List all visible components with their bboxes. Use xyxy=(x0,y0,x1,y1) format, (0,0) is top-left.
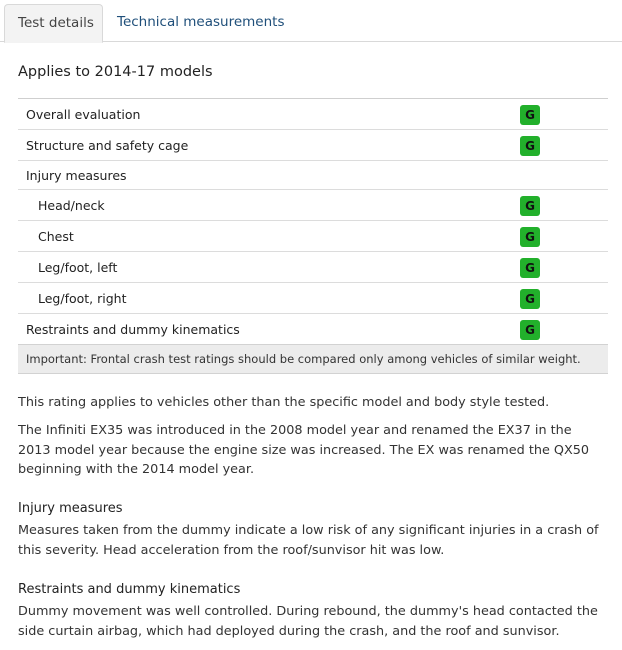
rating-label-head-neck: Head/neck xyxy=(18,190,520,221)
tab-bar xyxy=(0,0,622,42)
rating-label-injury-measures: Injury measures xyxy=(18,161,520,190)
table-row xyxy=(18,221,608,252)
table-row xyxy=(18,161,608,190)
injury-heading: Injury measures xyxy=(18,501,123,516)
rating-badge-chest: G xyxy=(520,227,540,247)
table-row xyxy=(18,314,608,345)
injury-text: Measures taken from the dummy indicate a low risk of any significant injuries in a crash of this severity. Head acceleration from the roof/sunvisor hit was low. xyxy=(18,523,599,558)
applies-paragraph: This rating applies to vehicles other than the specific model and body style tested. xyxy=(18,395,550,410)
section-title: Applies to 2014-17 models xyxy=(18,64,213,80)
restraints-heading: Restraints and dummy kinematics xyxy=(18,582,241,597)
rating-label-restraints: Restraints and dummy kinematics xyxy=(18,314,520,345)
table-row xyxy=(18,252,608,283)
history-paragraph: The Infiniti EX35 was introduced in the 2008 model year and renamed the EX37 in the 2013 model year because the engine size was increased. The EX was renamed the QX50 beginning with the 2014 model year. xyxy=(18,423,590,477)
rating-label-structure: Structure and safety cage xyxy=(18,130,520,161)
rating-label-leg-foot-left: Leg/foot, left xyxy=(18,252,520,283)
rating-badge-leg-foot-right: G xyxy=(520,289,540,309)
ratings-table xyxy=(18,98,608,374)
tab-technical-measurements[interactable]: Technical measurements xyxy=(117,14,285,30)
rating-badge-head-neck: G xyxy=(520,196,540,216)
rating-badge-restraints: G xyxy=(520,320,540,340)
weight-note: Important: Frontal crash test ratings should be compared only among vehicles of similar weight. xyxy=(18,345,608,374)
rating-label-overall: Overall evaluation xyxy=(18,99,520,130)
rating-badge-structure: G xyxy=(520,136,540,156)
restraints-text: Dummy movement was well controlled. During rebound, the dummy's head contacted the side curtain airbag, which had deployed during the crash, and the roof and sunvisor. xyxy=(18,604,598,639)
rating-label-leg-foot-right: Leg/foot, right xyxy=(18,283,520,314)
table-row xyxy=(18,99,608,130)
tab-test-details[interactable]: Test details xyxy=(4,4,103,43)
table-row xyxy=(18,283,608,314)
rating-label-chest: Chest xyxy=(18,221,520,252)
rating-badge-overall: G xyxy=(520,105,540,125)
table-row xyxy=(18,190,608,221)
table-row xyxy=(18,130,608,161)
rating-badge-leg-foot-left: G xyxy=(520,258,540,278)
table-row xyxy=(18,345,608,374)
